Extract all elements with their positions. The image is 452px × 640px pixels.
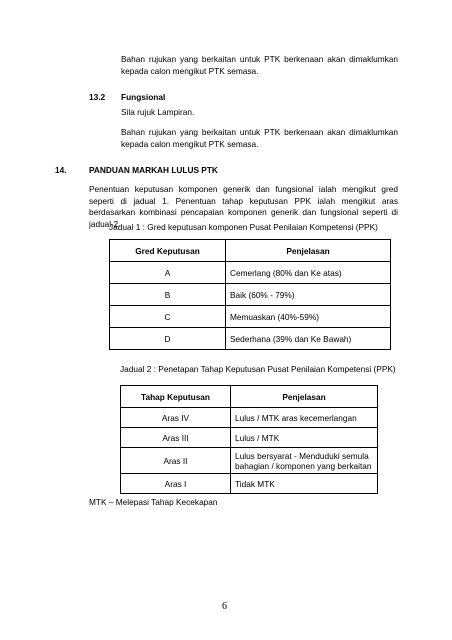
table-cell: Tidak MTK [231, 474, 378, 494]
table-row [121, 448, 378, 474]
grade-table [109, 239, 391, 350]
intro-paragraph: Bahan rujukan yang berkaitan untuk PTK berkenaan akan dimaklumkan kepada calon mengikut PTK semasa. [121, 54, 398, 76]
page-number: 6 [222, 601, 227, 612]
table-row [121, 408, 378, 428]
table-row [121, 474, 378, 494]
table-header-cell: Penjelasan [231, 386, 378, 408]
table-cell: Memuaskan (40%-59%) [226, 306, 391, 328]
table-cell: Aras II [121, 448, 231, 474]
section-number-13-2: 13.2 [89, 92, 106, 102]
table-row [110, 306, 391, 328]
table-cell: D [110, 328, 226, 350]
table-cell: Aras I [121, 474, 231, 494]
table-row [121, 428, 378, 448]
table-row [110, 284, 391, 306]
table-cell: A [110, 262, 226, 284]
table-cell: B [110, 284, 226, 306]
table-header-cell: Penjelasan [226, 240, 391, 262]
section-heading-fungsional: Fungsional [121, 92, 166, 102]
mtk-footnote: MTK – Melepasi Tahap Kecekapan [89, 497, 218, 507]
table-cell: Aras III [121, 428, 231, 448]
section-number-14: 14. [55, 165, 67, 175]
table-header-row [110, 240, 391, 262]
table-header-cell: Tahap Keputusan [121, 386, 231, 408]
table-cell: Lulus / MTK aras kecemerlangan [231, 408, 378, 428]
table-cell: Sederhana (39% dan Ke Bawah) [226, 328, 391, 350]
table-row [110, 328, 391, 350]
table-cell: Cemerlang (80% dan Ke atas) [226, 262, 391, 284]
table-cell: Lulus / MTK [231, 428, 378, 448]
table1-caption: Jadual 1 : Gred keputusan komponen Pusat Penilaian Kompetensi (PPK) [109, 222, 378, 232]
table-header-row [121, 386, 378, 408]
table-cell: C [110, 306, 226, 328]
section-heading-panduan: PANDUAN MARKAH LULUS PTK [89, 165, 218, 175]
section-13-2-paragraph: Bahan rujukan yang berkaitan untuk PTK berkenaan akan dimaklumkan kepada calon mengikut PTK semasa. [121, 127, 398, 149]
lampiran-reference: Sila rujuk Lampiran. [121, 107, 195, 117]
table-cell: Lulus bersyarat - Menduduki semula bahagian / komponen yang berkaitan [231, 448, 378, 474]
table2-caption: Jadual 2 : Penetapan Tahap Keputusan Pusat Penilaian Kompetensi (PPK) [120, 364, 396, 374]
section-14-paragraph: Penentuan keputusan komponen generik dan fungsional ialah mengikut gred seperti di jadual 1. Penentuan tahap keputusan PPK ialah mengikut aras berdasarkan kombinasi pencapaian komponen generik dan fungsional seperti di jadual 2. [89, 184, 398, 229]
table-header-cell: Gred Keputusan [110, 240, 226, 262]
table-cell: Baik (60% - 79%) [226, 284, 391, 306]
table-row [110, 262, 391, 284]
level-table [120, 385, 378, 494]
table-cell: Aras IV [121, 408, 231, 428]
